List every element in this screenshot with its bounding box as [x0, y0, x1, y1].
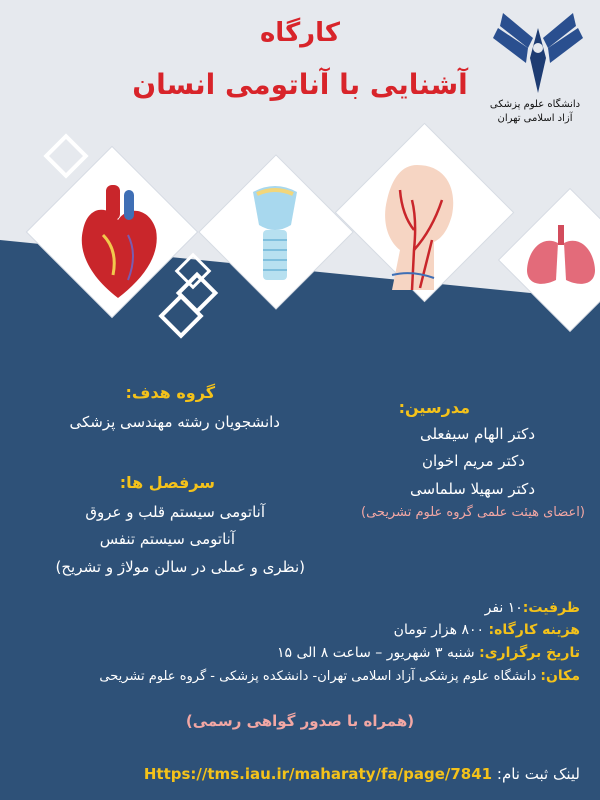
topic-item: آناتومی سیستم قلب و عروق: [85, 503, 265, 521]
place-row: [0, 668, 580, 684]
capacity-label: ظرفیت:: [522, 600, 580, 616]
date-label: تاریخ برگزاری:: [479, 645, 580, 661]
instructor-name: دکتر الهام سیفعلی: [419, 425, 535, 443]
cost-value: ۸۰۰ هزار تومان: [393, 622, 485, 638]
larynx-icon: [245, 180, 305, 285]
topic-item: آناتومی سیستم تنفس: [99, 530, 235, 548]
capacity-row: [0, 600, 580, 616]
lungs-icon: [522, 225, 600, 290]
certificate-note: (همراه با صدور گواهی رسمی): [185, 712, 415, 730]
university-line1: دانشگاه علوم پزشکی: [489, 99, 581, 110]
cost-label: هزینه کارگاه:: [488, 622, 580, 638]
target-value: دانشجویان رشته مهندسی پزشکی: [69, 413, 280, 431]
place-label: مکان:: [540, 668, 580, 684]
registration-label: لینک ثبت نام:: [496, 765, 580, 783]
workshop-label: کارگاه: [259, 18, 341, 48]
instructor-name: دکتر سهیلا سلماسی: [410, 480, 535, 498]
registration-link[interactable]: Https://tms.iau.ir/maharaty/fa/page/7841: [143, 765, 493, 783]
topic-item: (نظری و عملی در سالن مولاژ و تشریح): [55, 558, 305, 576]
instructors-label: مدرسین:: [398, 398, 470, 417]
cost-row: [0, 622, 580, 638]
capacity-value: ۱۰ نفر: [484, 600, 523, 616]
page-title: آشنایی با آناتومی انسان: [132, 68, 468, 101]
instructors-note: (اعضای هیئت علمی گروه علوم تشریحی): [361, 505, 585, 520]
target-label: گروه هدف:: [125, 383, 215, 402]
university-line2: آزاد اسلامی تهران: [497, 113, 573, 124]
date-row: [0, 645, 580, 661]
date-value: شنبه ۳ شهریور – ساعت ۸ الی ۱۵: [276, 645, 475, 661]
head-vessels-icon: [372, 160, 472, 300]
university-name: [470, 98, 600, 126]
topics-label: سرفصل ها:: [119, 473, 215, 492]
heart-icon: [68, 180, 168, 305]
instructor-name: دکتر مریم اخوان: [421, 452, 525, 470]
university-logo: [488, 8, 588, 98]
registration-row: [144, 765, 580, 783]
place-value: دانشگاه علوم پزشکی آزاد اسلامی تهران- دانشکده پزشکی - گروه علوم تشریحی: [99, 669, 537, 684]
